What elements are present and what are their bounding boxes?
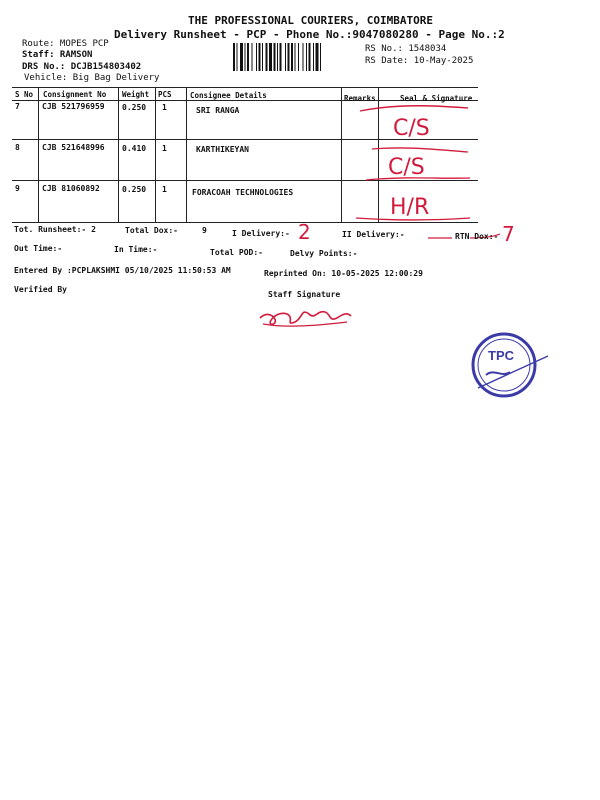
entered-by: Entered By :PCPLAKSHMI 05/10/2025 11:50:53 AM [14, 266, 231, 275]
row-sno: 9 [15, 184, 20, 193]
row-weight: 0.410 [122, 144, 147, 153]
staff-signature [255, 300, 365, 330]
row-consignee: FORACOAH TECHNOLOGIES [192, 188, 294, 197]
row-handwritten-remark: C/S [388, 155, 425, 180]
verified-by: Verified By [14, 285, 67, 294]
row-consignee: KARTHIKEYAN [196, 145, 249, 154]
company-name: THE PROFESSIONAL COURIERS, COIMBATORE [188, 14, 434, 27]
header-seal-signature: Seal & Signature [400, 94, 473, 103]
row-consignee: SRI RANGA [196, 106, 240, 115]
ii-delivery-label: II Delivery:- [342, 230, 405, 239]
row-pcs: 1 [162, 144, 167, 153]
i-delivery-label: I Delivery:- [232, 229, 290, 238]
row-sno: 8 [15, 143, 20, 152]
total-pod: Total POD:- [210, 248, 263, 257]
vehicle-label: Vehicle: Big Bag Delivery [24, 73, 160, 83]
pen-stroke [372, 148, 468, 152]
row-pcs: 1 [162, 185, 167, 194]
pen-stroke [360, 106, 468, 111]
pen-stroke [366, 178, 470, 180]
row-consignment: CJB 81060892 [42, 184, 100, 193]
in-time: In Time:- [114, 245, 158, 254]
row-pcs: 1 [162, 103, 167, 112]
drs-number: DRS No.: DCJB154803402 [22, 62, 142, 72]
row-weight: 0.250 [122, 185, 147, 194]
total-runsheet: Tot. Runsheet:- 2 [14, 225, 96, 234]
staff-signature-label: Staff Signature [268, 290, 341, 299]
route-label: Route: MOPES PCP [22, 39, 109, 49]
row-handwritten-remark: C/S [393, 116, 430, 141]
rs-date: RS Date: 10-May-2025 [365, 56, 474, 66]
header-pcs: PCS [158, 90, 172, 99]
total-dox-value: 9 [202, 226, 207, 235]
pen-stroke [356, 218, 470, 220]
row-sno: 7 [15, 102, 20, 111]
i-delivery-handwritten: 2 [298, 220, 311, 244]
out-time: Out Time:- [14, 244, 63, 253]
delvy-points: Delvy Points:- [290, 249, 358, 258]
header-weight: Weight [122, 90, 150, 99]
staff-label: Staff: RAMSON [22, 50, 93, 60]
row-handwritten-remark: H/R [390, 195, 430, 220]
total-dox-label: Total Dox:- [125, 226, 178, 235]
rtn-dox-handwritten: 7 [502, 222, 515, 246]
row-consignment: CJB 521648996 [42, 143, 105, 152]
header-consignment: Consignment No [43, 90, 107, 99]
row-consignment: CJB 521796959 [42, 102, 105, 111]
reprinted-on: Reprinted On: 10-05-2025 12:00:29 [264, 269, 423, 278]
runsheet-title: Delivery Runsheet - PCP - Phone No.:9047080280 - Page No.:2 [114, 28, 505, 41]
rtn-dox-label: RTN Dox:- [455, 232, 499, 241]
rs-number: RS No.: 1548034 [365, 44, 447, 54]
header-sno: S No [15, 90, 34, 99]
header-remarks: Remarks [344, 94, 376, 103]
stamp-text: TPC [488, 348, 514, 363]
row-weight: 0.250 [122, 103, 147, 112]
header-consignee: Consignee Details [190, 91, 267, 100]
tpc-stamp [468, 330, 550, 400]
